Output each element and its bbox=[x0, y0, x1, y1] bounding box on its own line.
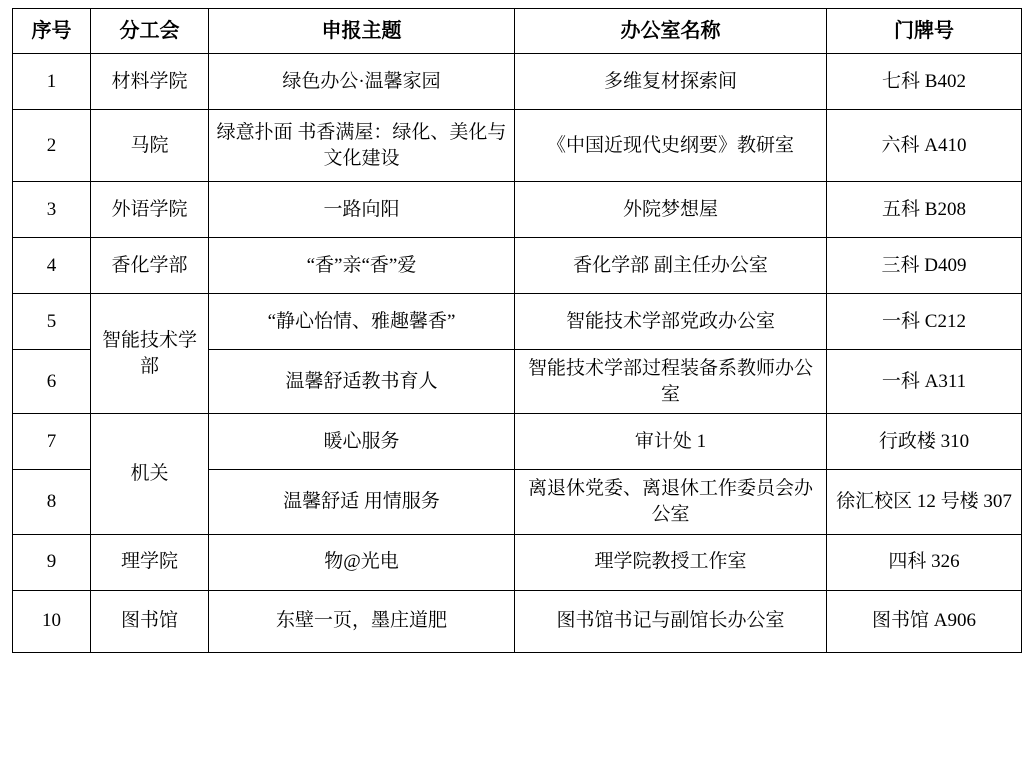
cell-office: 《中国近现代史纲要》教研室 bbox=[515, 110, 827, 182]
cell-office: 审计处 1 bbox=[515, 414, 827, 470]
cell-room: 行政楼 310 bbox=[827, 414, 1022, 470]
cell-unit: 智能技术学部 bbox=[91, 294, 209, 414]
table-row bbox=[13, 182, 1022, 238]
cell-theme: 暖心服务 bbox=[209, 414, 515, 470]
cell-room: 七科 B402 bbox=[827, 54, 1022, 110]
cell-office: 图书馆书记与副馆长办公室 bbox=[515, 590, 827, 652]
cell-room: 一科 A311 bbox=[827, 350, 1022, 414]
cell-room: 六科 A410 bbox=[827, 110, 1022, 182]
cell-room: 图书馆 A906 bbox=[827, 590, 1022, 652]
table-body bbox=[13, 54, 1022, 653]
cell-office: 外院梦想屋 bbox=[515, 182, 827, 238]
cell-room: 徐汇校区 12 号楼 307 bbox=[827, 470, 1022, 534]
cell-index: 1 bbox=[13, 54, 91, 110]
header-row bbox=[13, 9, 1022, 54]
cell-theme: 东壁一页，墨庄道肥 bbox=[209, 590, 515, 652]
table-row bbox=[13, 590, 1022, 652]
table-row bbox=[13, 294, 1022, 350]
column-header-index: 序号 bbox=[13, 9, 91, 54]
cell-index: 8 bbox=[13, 470, 91, 534]
cell-office: 智能技术学部过程装备系教师办公室 bbox=[515, 350, 827, 414]
cell-theme: “香”亲“香”爱 bbox=[209, 238, 515, 294]
cell-unit: 机关 bbox=[91, 414, 209, 534]
column-header-office: 办公室名称 bbox=[515, 9, 827, 54]
table-row bbox=[13, 414, 1022, 470]
cell-room: 五科 B208 bbox=[827, 182, 1022, 238]
cell-index: 6 bbox=[13, 350, 91, 414]
cell-office: 智能技术学部党政办公室 bbox=[515, 294, 827, 350]
column-header-theme: 申报主题 bbox=[209, 9, 515, 54]
cell-index: 7 bbox=[13, 414, 91, 470]
cell-theme: 物@光电 bbox=[209, 534, 515, 590]
cell-office: 离退休党委、离退休工作委员会办公室 bbox=[515, 470, 827, 534]
cell-office: 多维复材探索间 bbox=[515, 54, 827, 110]
cell-office: 香化学部 副主任办公室 bbox=[515, 238, 827, 294]
cell-theme: 温馨舒适教书育人 bbox=[209, 350, 515, 414]
cell-room: 一科 C212 bbox=[827, 294, 1022, 350]
table-header bbox=[13, 9, 1022, 54]
table-row bbox=[13, 534, 1022, 590]
cell-index: 5 bbox=[13, 294, 91, 350]
cell-theme: 绿意扑面 书香满屋：绿化、美化与文化建设 bbox=[209, 110, 515, 182]
column-header-room: 门牌号 bbox=[827, 9, 1022, 54]
cell-theme: 一路向阳 bbox=[209, 182, 515, 238]
cell-unit: 图书馆 bbox=[91, 590, 209, 652]
cell-theme: 温馨舒适 用情服务 bbox=[209, 470, 515, 534]
cell-unit: 香化学部 bbox=[91, 238, 209, 294]
cell-unit: 马院 bbox=[91, 110, 209, 182]
cell-unit: 材料学院 bbox=[91, 54, 209, 110]
column-header-unit: 分工会 bbox=[91, 9, 209, 54]
table-row bbox=[13, 110, 1022, 182]
cell-index: 10 bbox=[13, 590, 91, 652]
cell-theme: 绿色办公·温馨家园 bbox=[209, 54, 515, 110]
table-row bbox=[13, 54, 1022, 110]
table-row bbox=[13, 238, 1022, 294]
cell-room: 三科 D409 bbox=[827, 238, 1022, 294]
cell-theme: “静心怡情、雅趣馨香” bbox=[209, 294, 515, 350]
cell-index: 9 bbox=[13, 534, 91, 590]
cell-index: 4 bbox=[13, 238, 91, 294]
cell-room: 四科 326 bbox=[827, 534, 1022, 590]
cell-unit: 外语学院 bbox=[91, 182, 209, 238]
cell-index: 2 bbox=[13, 110, 91, 182]
declaration-table bbox=[12, 8, 1022, 653]
cell-index: 3 bbox=[13, 182, 91, 238]
cell-unit: 理学院 bbox=[91, 534, 209, 590]
cell-office: 理学院教授工作室 bbox=[515, 534, 827, 590]
